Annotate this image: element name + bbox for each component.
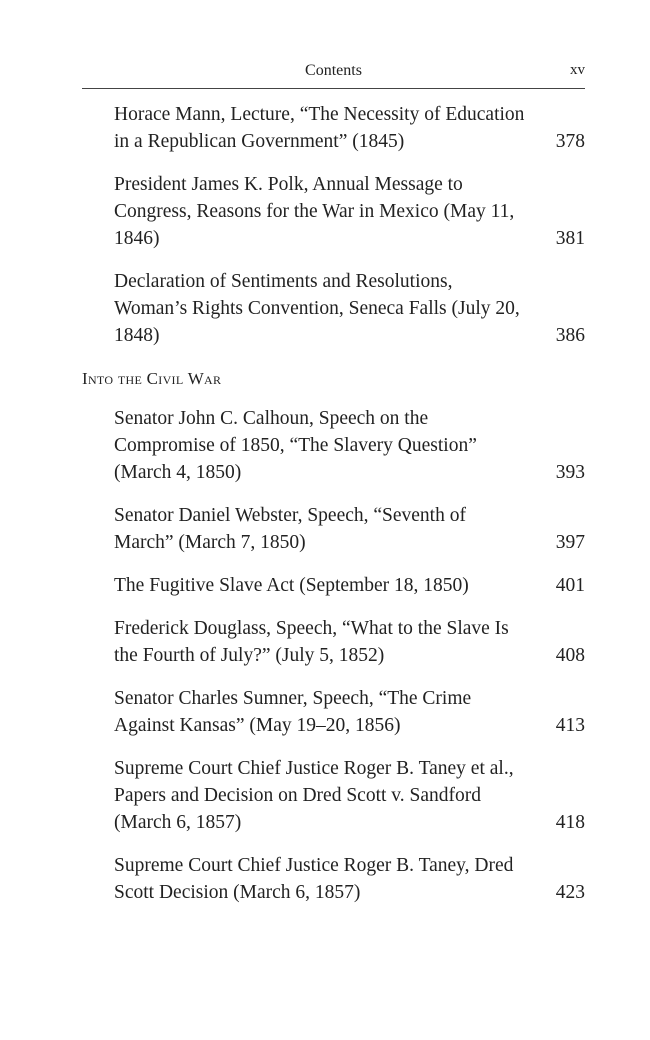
section-heading: Into the Civil War: [82, 369, 222, 388]
contents-entry: [82, 171, 585, 252]
entry-title: Declaration of Sentiments and Resolutions, Woman’s Rights Convention, Seneca Falls (July 20, 1848): [114, 271, 520, 346]
contents-entry: [82, 572, 585, 599]
entry-title: Supreme Court Chief Justice Roger B. Taney, Dred Scott Decision (March 6, 1857): [114, 855, 514, 903]
contents-entry: [82, 101, 585, 155]
contents-entry: [82, 502, 585, 556]
contents-entry: [82, 852, 585, 906]
entry-page-number: 408: [555, 645, 585, 666]
entry-page-number: 393: [555, 462, 585, 483]
entry-page-number: 386: [555, 325, 585, 346]
entry-page-number: 381: [555, 228, 585, 249]
contents-entry: [82, 755, 585, 836]
running-title: Contents: [305, 62, 362, 79]
entry-title: Supreme Court Chief Justice Roger B. Taney et al., Papers and Decision on Dred Scott v. Sandford (March 6, 1857): [114, 758, 514, 833]
running-head: [82, 62, 585, 84]
entry-page-number: 418: [555, 812, 585, 833]
contents-entry: [82, 685, 585, 739]
entry-page-number: 378: [555, 131, 585, 152]
entry-page-number: 413: [555, 715, 585, 736]
entry-title: The Fugitive Slave Act (September 18, 1850): [114, 575, 469, 596]
entry-page-number: 397: [555, 532, 585, 553]
entry-page-number: 423: [555, 882, 585, 903]
entry-title: Horace Mann, Lecture, “The Necessity of Education in a Republican Government” (1845): [114, 104, 525, 152]
contents-entry: [82, 268, 585, 349]
contents-entry: [82, 615, 585, 669]
entry-title: President James K. Polk, Annual Message to Congress, Reasons for the War in Mexico (May 11, 1846): [114, 174, 515, 249]
page-number: xv: [570, 62, 585, 78]
entry-title: Frederick Douglass, Speech, “What to the Slave Is the Fourth of July?” (July 5, 1852): [114, 618, 509, 666]
contents-list: [82, 101, 585, 922]
entry-title: Senator Charles Sumner, Speech, “The Crime Against Kansas” (May 19–20, 1856): [114, 688, 472, 736]
entry-page-number: 401: [555, 575, 585, 596]
entry-title: Senator Daniel Webster, Speech, “Seventh of March” (March 7, 1850): [114, 505, 466, 553]
header-rule: [82, 88, 585, 89]
entry-title: Senator John C. Calhoun, Speech on the Compromise of 1850, “The Slavery Question” (March 4, 1850): [114, 408, 477, 483]
contents-entry: [82, 405, 585, 486]
